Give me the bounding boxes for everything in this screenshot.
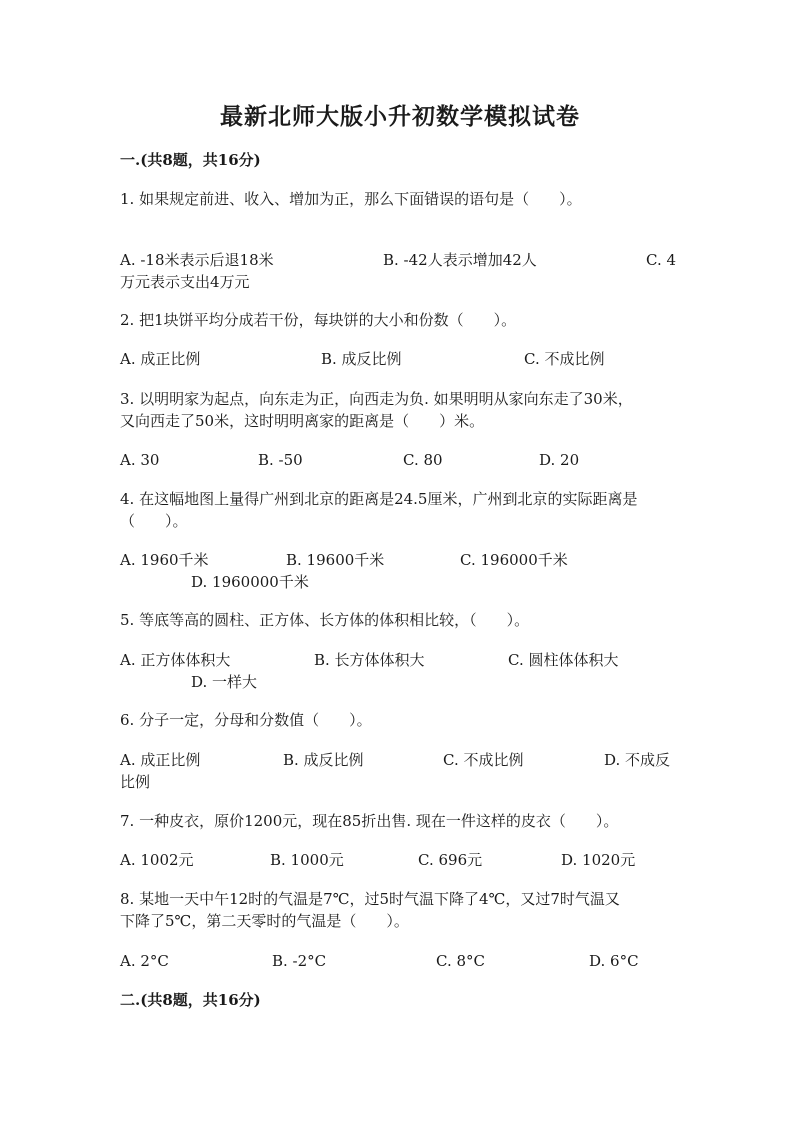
question-4-stem-line2: （ ）。 <box>120 512 188 530</box>
question-3-stem-line2: 又向西走了50米，这时明明离家的距离是（ ）米。 <box>120 412 485 430</box>
question-6-option-d-cont: 比例 <box>120 773 151 791</box>
question-1-option-a: A. -18米表示后退18米 <box>120 251 274 269</box>
question-7-stem: 7. 一种皮衣，原价1200元，现在85折出售. 现在一件这样的皮衣（ ）。 <box>120 812 619 830</box>
question-7-option-a: A. 1002元 <box>120 851 194 869</box>
question-6-option-d: D. 不成反 <box>604 751 671 769</box>
question-2-option-b: B. 成反比例 <box>321 350 402 368</box>
question-1-stem: 1. 如果规定前进、收入、增加为正，那么下面错误的语句是（ ）。 <box>120 190 582 208</box>
question-4-stem-line1: 4. 在这幅地图上量得广州到北京的距离是24.5厘米，广州到北京的实际距离是 <box>120 490 638 508</box>
question-6-option-b: B. 成反比例 <box>283 751 364 769</box>
question-5-option-a: A. 正方体体积大 <box>120 651 231 669</box>
question-8-option-a: A. 2°C <box>120 952 169 970</box>
question-3-stem-line1: 3. 以明明家为起点，向东走为正，向西走为负. 如果明明从家向东走了30米， <box>120 390 633 408</box>
question-7-option-b: B. 1000元 <box>270 851 344 869</box>
question-8-option-c: C. 8°C <box>436 952 485 970</box>
question-8-option-b: B. -2°C <box>272 952 327 970</box>
question-2-stem: 2. 把1块饼平均分成若干份，每块饼的大小和份数（ ）。 <box>120 311 517 329</box>
question-4-option-d: D. 1960000千米 <box>191 573 309 591</box>
question-2-option-a: A. 成正比例 <box>120 350 201 368</box>
question-3-option-c: C. 80 <box>403 451 443 469</box>
question-8-option-d: D. 6°C <box>589 952 639 970</box>
question-8-stem-line1: 8. 某地一天中午12时的气温是7℃，过5时气温下降了4℃，又过7时气温又 <box>120 890 620 908</box>
question-1-option-b: B. -42人表示增加42人 <box>383 251 537 269</box>
question-3-option-d: D. 20 <box>539 451 580 469</box>
question-6-option-a: A. 成正比例 <box>120 751 201 769</box>
question-8-stem-line2: 下降了5℃，第二天零时的气温是（ ）。 <box>120 912 409 930</box>
question-4-option-c: C. 196000千米 <box>460 551 568 569</box>
section-header-1: 一.(共8题，共16分) <box>120 151 261 169</box>
question-4-option-a: A. 1960千米 <box>120 551 209 569</box>
question-7-option-c: C. 696元 <box>418 851 483 869</box>
question-1-option-c: C. 4 <box>646 251 677 269</box>
question-5-option-c: C. 圆柱体体积大 <box>508 651 619 669</box>
question-7-option-d: D. 1020元 <box>561 851 636 869</box>
section-header-2: 二.(共8题，共16分) <box>120 991 261 1009</box>
question-6-stem: 6. 分子一定，分母和分数值（ ）。 <box>120 711 372 729</box>
page-title: 最新北师大版小升初数学模拟试卷 <box>220 103 580 130</box>
question-6-option-c: C. 不成比例 <box>443 751 524 769</box>
question-3-option-b: B. -50 <box>258 451 303 469</box>
question-5-option-b: B. 长方体体积大 <box>314 651 425 669</box>
question-3-option-a: A. 30 <box>120 451 160 469</box>
question-5-option-d: D. 一样大 <box>191 673 258 691</box>
question-1-option-c-cont: 万元表示支出4万元 <box>120 273 250 291</box>
question-4-option-b: B. 19600千米 <box>286 551 385 569</box>
question-5-stem: 5. 等底等高的圆柱、正方体、长方体的体积相比较，（ ）。 <box>120 611 530 629</box>
question-2-option-c: C. 不成比例 <box>524 350 605 368</box>
